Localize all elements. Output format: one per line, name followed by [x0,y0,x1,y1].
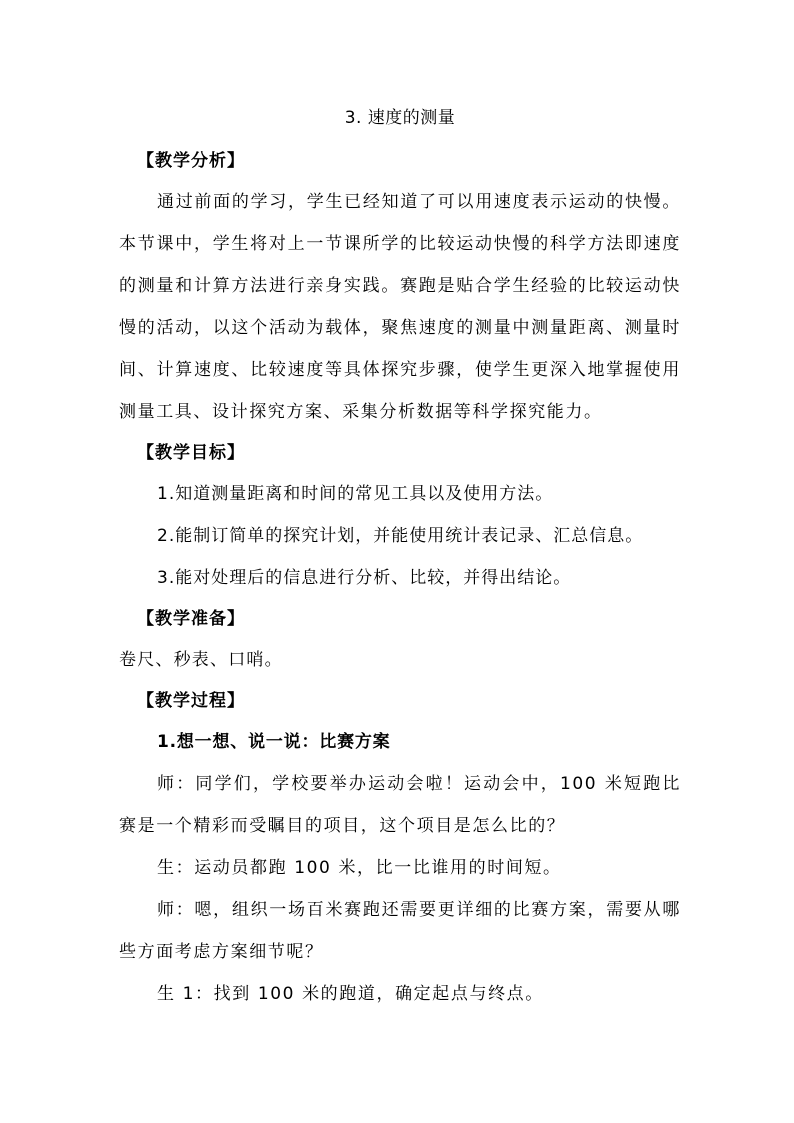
dialogue-line-4: 生 1：找到 100 米的跑道，确定起点与终点。 [157,984,544,1004]
dialogue-line-1: 师：同学们，学校要举办运动会啦！运动会中，100 米短跑比赛是一个精彩而受瞩目的项目，这个项目是怎么比的？ [119,774,681,836]
section-heading-analysis: 【教学分析】 [137,151,245,171]
process-step-heading: 1.想一想、说一说：比赛方案 [157,732,391,752]
preparation-text: 卷尺、秒表、口哨。 [119,650,283,670]
analysis-paragraph: 通过前面的学习，学生已经知道了可以用速度表示运动的快慢。本节课中，学生将对上一节课所学的比较运动快慢的科学方法即速度的测量和计算方法进行亲身实践。赛跑是贴合学生经验的比较运动快慢的活动，以这个活动为载体，聚焦速度的测量中测量距离、测量时间、计算速度、比较速度等具体探究步骤，使学生更深入地掌握使用测量工具、设计探究方案、采集分析数据等科学探究能力。 [119,192,681,422]
objective-item-1: 1.知道测量距离和时间的常见工具以及使用方法。 [157,484,554,504]
dialogue-line-3: 师：嗯，组织一场百米赛跑还需要更详细的比赛方案，需要从哪些方面考虑方案细节呢？ [119,900,681,962]
section-heading-process: 【教学过程】 [137,691,245,711]
section-heading-preparation: 【教学准备】 [137,609,245,629]
dialogue-line-2: 生：运动员都跑 100 米，比一比谁用的时间短。 [157,858,562,878]
objective-item-2: 2.能制订简单的探究计划，并能使用统计表记录、汇总信息。 [157,526,644,546]
objective-item-3: 3.能对处理后的信息进行分析、比较，并得出结论。 [157,568,572,588]
document-body [119,101,681,1015]
section-heading-objectives: 【教学目标】 [137,443,245,463]
page-title: 3. 速度的测量 [344,108,456,128]
